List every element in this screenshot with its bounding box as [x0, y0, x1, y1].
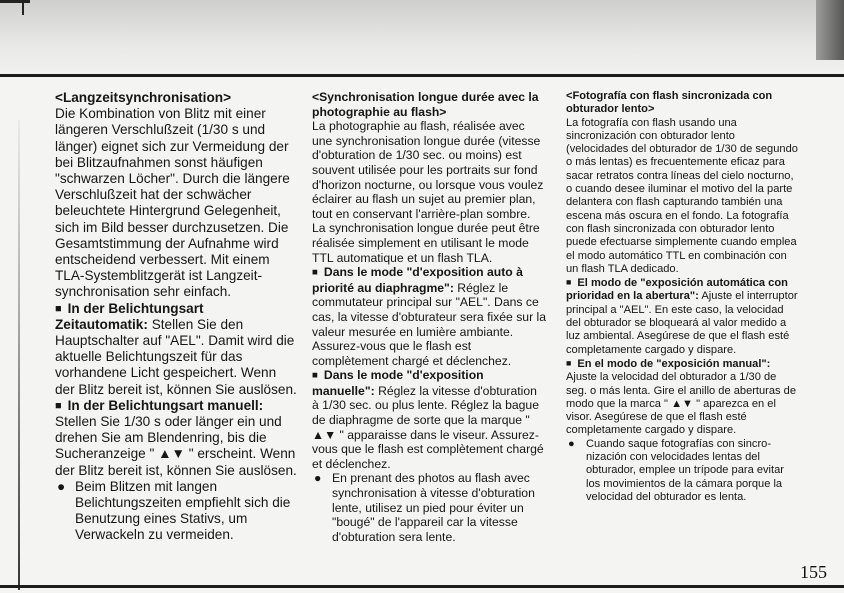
page-top-shading — [0, 0, 844, 78]
left-margin-rule — [18, 120, 20, 590]
tripod-note — [55, 479, 297, 544]
square-bullet-icon: ■ — [312, 267, 318, 279]
tripod-note-text: En prenant des photos au flash avec synchronisation à vitesse d'obturation lente, utilisez un pied pour éviter un "bougé" de l'appareil car la vitesse d'obturation sera lente. — [332, 471, 535, 544]
square-bullet-icon: ■ — [55, 302, 62, 315]
column-spanish — [566, 90, 798, 504]
tripod-note — [312, 471, 546, 544]
manual-mode-text: Réglez la vitesse d'obturation à 1/30 sec. ou plus lente. Réglez la bague de diaphragme de sorte que la marque " ▲▼ " apparaisse dans le viseur. Assurez-vous que le flash est complètement chargé et déclenchez. — [312, 383, 544, 471]
page-number: 155 — [800, 562, 827, 582]
column-german — [55, 90, 297, 544]
auto-mode-text: Ajuste el interruptor principal a "AEL". En este caso, la velocidad del obturador se bloqueará al valor medido a luz ambiental. Asegúrese de que el flash esté completamente cargado y dispare. — [566, 290, 798, 356]
section-heading: <Langzeitsynchronisation> — [55, 90, 232, 105]
auto-mode-lead: In der Belichtungsart Zeitautomatik: — [55, 300, 204, 332]
square-bullet-icon: ■ — [566, 357, 572, 368]
round-bullet-icon: ● — [314, 471, 322, 486]
auto-mode-paragraph — [566, 276, 798, 357]
auto-mode-paragraph — [312, 265, 546, 368]
intro-paragraph: Die Kombination von Blitz mit einer längeren Verschlußzeit (1/30 s und länger) eignet sich zur Vermeidung der bei Blitzaufnahmen sonst häufigen "schwarzen Löcher". Durch die längere Verschlußzeit hat der schwächer beleuchtete Hintergrund Gelegenheit, sich im Bild besser durchzusetzen. Die Gesamtstimmung der Aufnahme wird entscheidend verbessert. Mit einem TLA-Systemblitzgerät ist Langzeit-synchronisation sehr einfach. — [55, 106, 290, 300]
column-french — [312, 90, 546, 544]
auto-mode-text: Stellen Sie den Hauptschalter auf "AEL". Damit wird die aktuelle Belichtungszeit für das vorhandene Licht gespeichert. Wenn der Blitz bereit ist, können Sie auslösen. — [55, 316, 297, 397]
manual-mode-lead: In der Belichtungsart manuell: — [67, 397, 264, 413]
top-rule — [0, 74, 844, 77]
round-bullet-icon: ● — [568, 437, 575, 450]
square-bullet-icon: ■ — [566, 277, 572, 288]
square-bullet-icon: ■ — [312, 370, 318, 382]
manual-mode-paragraph — [55, 398, 297, 479]
tripod-note — [566, 438, 798, 504]
intro-paragraph: La photographie au flash, réalisée avec une synchronisation longue durée (vitesse d'obturation de 1/30 sec. ou moins) est souvent utilisée pour les portraits sur fond d'horizon nocturne, ou lorsque vous voulez éclairer au flash un sujet au premier plan, tout en conservant l'arrière-plan sombre. La synchronisation longue durée peut être réalisée simplement en utilisant le mode TTL automatique et un flash TLA. — [312, 119, 544, 265]
intro-paragraph: La fotografía con flash usando una sincronización con obturador lento (velocidades del obturador de 1/30 de segundo o más lentas) es frecuentemente eficaz para sacar retratos contra líneas del cielo nocturno, o cuando desee iluminar el motivo del la parte delantera con flash capturando también una escena más oscura en el fondo. La fotografía con flash sincronizada con obturador lento puede efectuarse simplemente cuando emplea el modo automático TTL en combinación con un flash TLA dedicado. — [566, 116, 798, 275]
manual-mode-paragraph — [312, 368, 546, 471]
square-bullet-icon: ■ — [55, 399, 62, 412]
tripod-note-text: Cuando saque fotografías con sincro-nización con velocidades lentas del obturador, emplee un trípode para evitar los movimientos de la cámara porque la velocidad del obturador es lenta. — [586, 437, 784, 503]
section-heading: <Synchronisation longue durée avec la photographie au flash> — [312, 90, 539, 119]
manual-mode-lead: En el modo de "exposición manual": — [577, 357, 771, 370]
crop-mark-top-left — [0, 0, 30, 13]
auto-mode-text: Réglez le commutateur principal sur "AEL". Dans ce cas, la vitesse d'obturateur sera fixée sur la valeur mesurée en lumière ambiante. Assurez-vous que le flash est complètement chargé et déclenchez. — [312, 280, 547, 368]
section-heading: <Fotografía con flash sincronizada con obturador lento> — [566, 90, 773, 116]
manual-mode-paragraph — [566, 357, 798, 438]
auto-mode-lead: Dans le mode "d'exposition auto à priorité au diaphragme": — [312, 265, 523, 295]
manual-mode-lead: Dans le mode "d'exposition manuelle": — [312, 368, 484, 398]
manual-mode-text: Ajuste la velocidad del obturador a 1/30 de seg. o más lenta. Gire el anillo de aberturas de modo que la marca " ▲▼ " aparezca en el visor. Asegúrese de que el flash esté completamente cargado y dispare. — [566, 371, 797, 437]
tripod-note-text: Beim Blitzen mit langen Belichtungszeiten empfiehlt sich die Benutzung eines Stativs, um Verwackeln zu vermeiden. — [75, 478, 291, 543]
manual-mode-text: Stellen Sie 1/30 s oder länger ein und drehen Sie am Blendenring, bis die Sucheranzeige " ▲▼ " erscheint. Wenn der Blitz bereit ist, können Sie auslösen. — [55, 414, 297, 478]
binding-edge-top-right — [816, 0, 844, 60]
round-bullet-icon: ● — [57, 478, 66, 494]
bottom-rule — [0, 585, 844, 588]
auto-mode-paragraph — [55, 301, 297, 398]
auto-mode-lead: El modo de "exposición automática con prioridad en la abertura": — [566, 277, 788, 303]
